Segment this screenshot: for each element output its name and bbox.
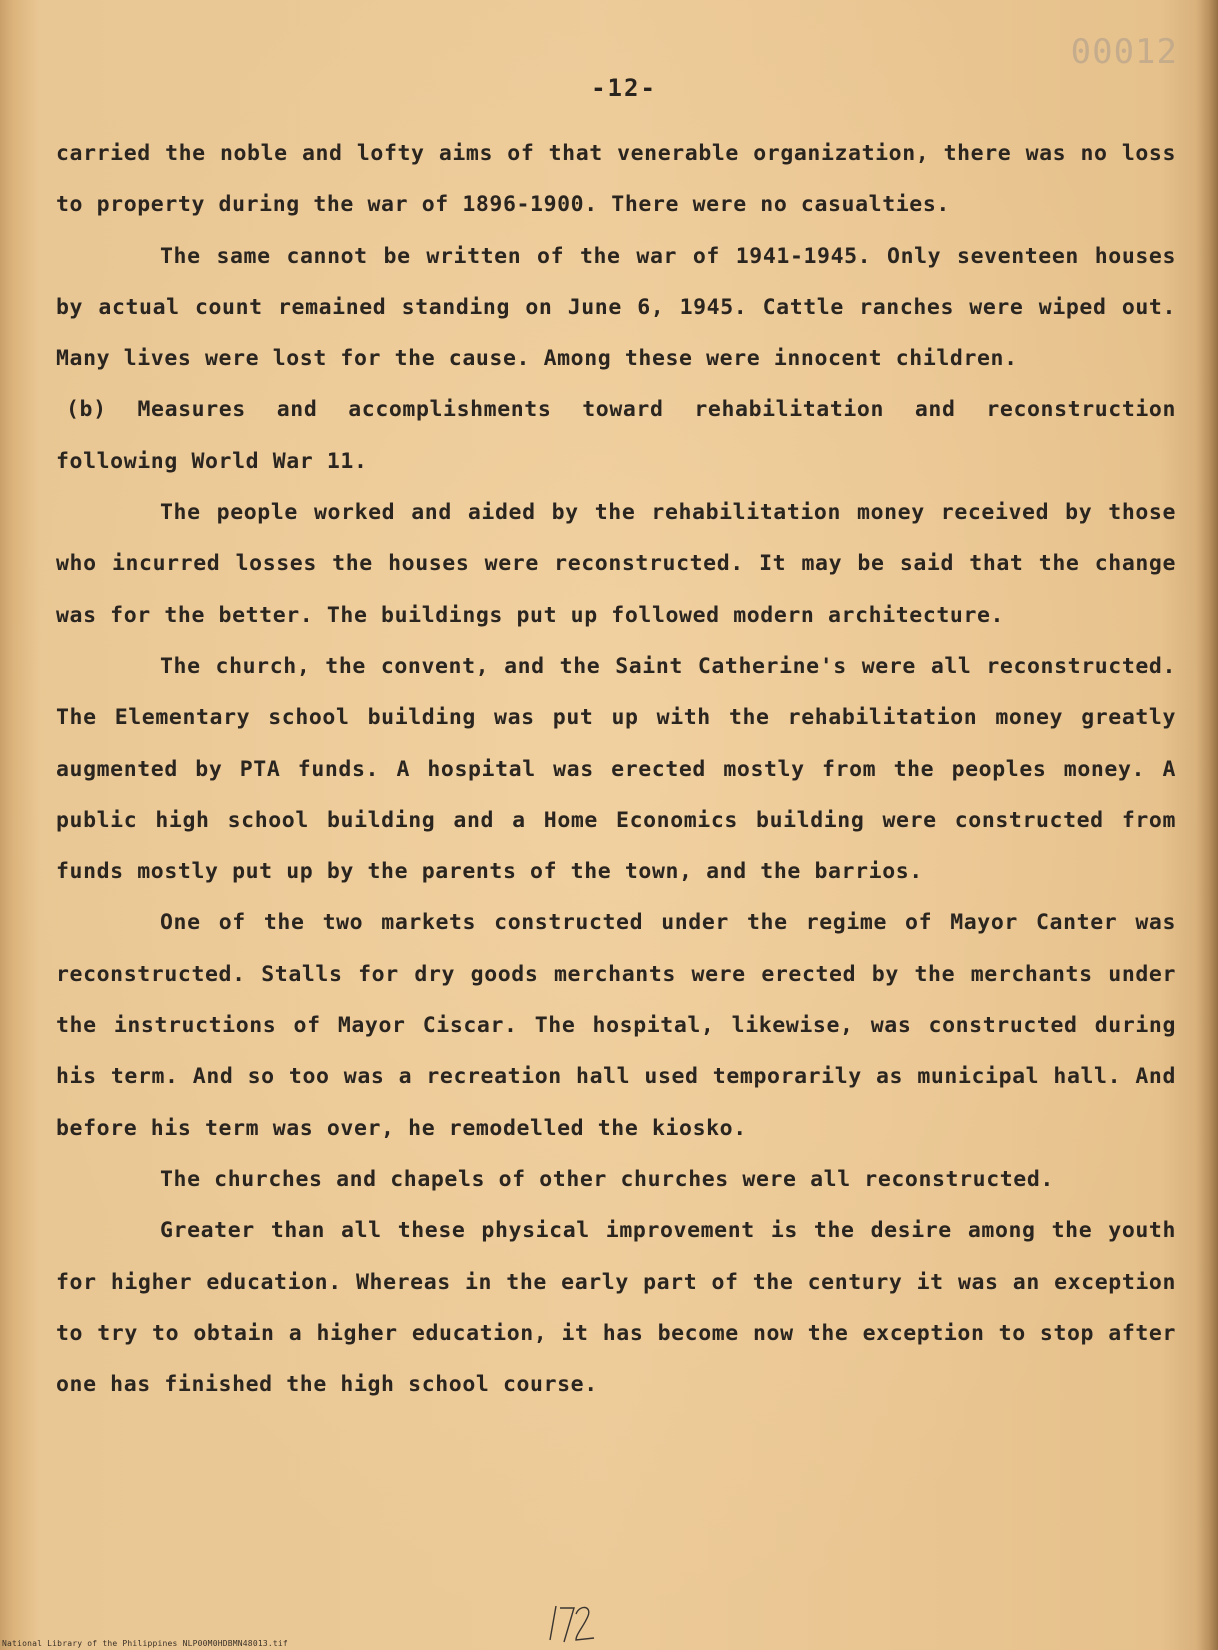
paragraph: The churches and chapels of other churches were all reconstructed.	[160, 1166, 1054, 1192]
body-text	[56, 128, 1190, 1410]
paragraph: (b) Measures and accomplishments toward rehabilitation and reconstruction following World War 11.	[56, 397, 1190, 474]
handwritten-page-mark	[540, 1600, 600, 1648]
page-edge-shadow	[1196, 0, 1218, 1650]
paragraph: The church, the convent, and the Saint Catherine's were all reconstructed. The Elementary school building was put up with the rehabilitation money greatly augmented by PTA funds. A hospital was erected mostly from the peoples money. A public high school building and a Home Economics building were constructed from funds mostly put up by the parents of the town, and the barrios.	[56, 653, 1190, 885]
page-number: -12-	[591, 74, 657, 102]
paragraph: Greater than all these physical improvement is the desire among the youth for higher education. Whereas in the early part of the century it was an exception to try to obtain a higher education, it has become now the exception to stop after one has finished the high school course.	[56, 1218, 1190, 1398]
paragraph: One of the two markets constructed under the regime of Mayor Canter was reconstructed. Stalls for dry goods merchants were erected by the merchants under the instructions of Mayor Ciscar. The hospital, likewise, was constructed during his term. And so too was a recreation hall used temporarily as municipal hall. And before his term was over, he remodelled the kiosko.	[56, 910, 1190, 1141]
archive-footer: National Library of the Philippines NLP00M0HDBMN48013.tif	[2, 1639, 288, 1648]
paragraph: The people worked and aided by the rehabilitation money received by those who incurred losses the houses were reconstructed. It may be said that the change was for the better. The buildings put up followed modern architecture.	[56, 500, 1190, 628]
paragraph: carried the noble and lofty aims of that venerable organization, there was no loss to property during the war of 1896-1900. There were no casualties.	[56, 141, 1190, 218]
corner-stamp: 00012	[1070, 32, 1178, 72]
paragraph: The same cannot be written of the war of 1941-1945. Only seventeen houses by actual count remained standing on June 6, 1945. Cattle ranches were wiped out. Many lives were lost for the cause. Among these were innocent children.	[56, 243, 1190, 372]
